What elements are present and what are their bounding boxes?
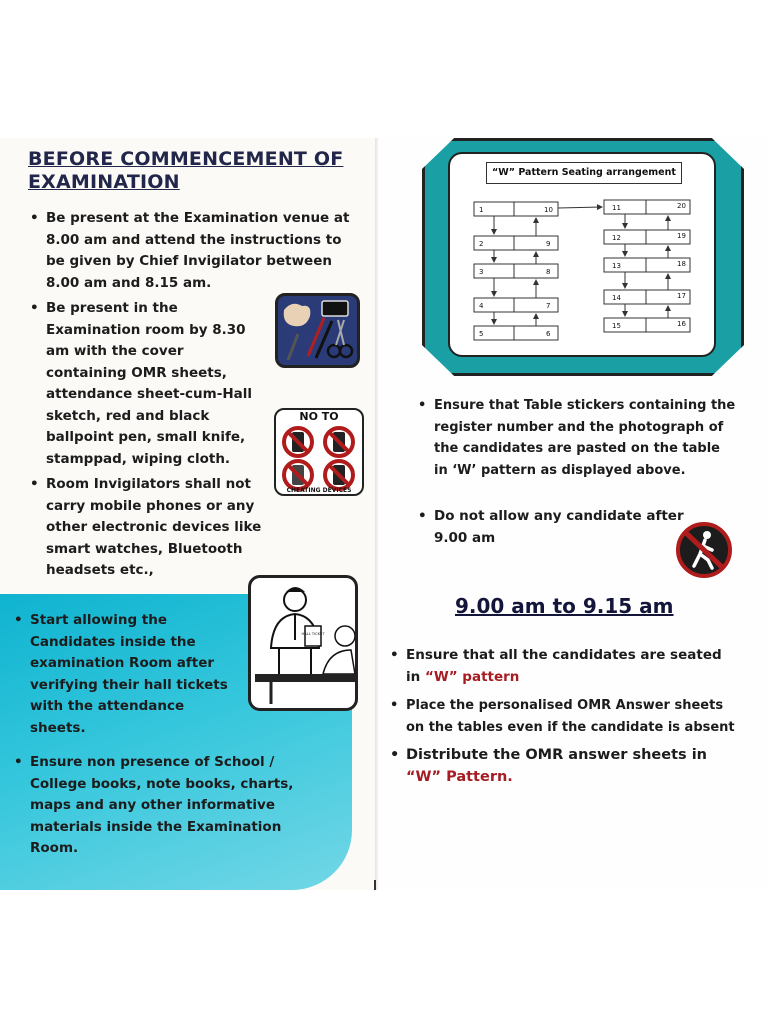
desk-12 xyxy=(604,230,646,244)
black-pen-icon xyxy=(316,321,332,358)
bullet-item: • Do not allow any candidate after 9.00 am xyxy=(418,506,718,549)
no-cheating-devices-sign xyxy=(274,408,364,496)
desk-7 xyxy=(514,298,558,312)
w-pattern-highlight: “W” pattern xyxy=(424,668,520,685)
stamppad-icon xyxy=(322,301,348,316)
seat-number: 2 xyxy=(479,240,484,248)
red-pen-icon xyxy=(308,318,324,356)
desk-8 xyxy=(514,264,558,278)
heading-line-1: BEFORE COMMENCEMENT OF xyxy=(28,148,344,170)
no-to-label: NO TO xyxy=(299,410,339,423)
desk-9 xyxy=(514,236,558,250)
bullet-item: • Be present at the Examination venue at 8.00 am and attend the instructions to be given by Chief Invigilator between 8.00 am and 8.15 am. xyxy=(30,208,360,294)
no-phone-icon xyxy=(325,428,353,456)
seat-number: 8 xyxy=(546,268,551,276)
w-pattern-diagram xyxy=(448,152,716,357)
bullet-item: • Be present in the Examination room by 8.30 am with the cover containing OMR sheets, attendance sheet-cum-Hall sketch, red and black ballpoint pen, small knife, stamppad, wiping cloth. xyxy=(30,298,260,470)
desk-icon xyxy=(255,674,355,682)
seat-number: 7 xyxy=(546,302,551,310)
knife-icon xyxy=(288,334,298,360)
student-head-icon xyxy=(335,626,355,646)
seat-number: 16 xyxy=(677,320,686,328)
invigilator-illustration xyxy=(248,575,358,711)
seating-title: “W” Pattern Seating arrangement xyxy=(486,162,682,184)
seat-number: 14 xyxy=(612,294,621,302)
section-heading xyxy=(28,148,343,194)
heading-line-2: EXAMINATION xyxy=(28,171,180,193)
hall-ticket-label: HALL TICKET xyxy=(301,632,325,636)
bullet-item xyxy=(390,745,740,788)
seat-number: 6 xyxy=(546,330,551,338)
teal-bullet-list-1 xyxy=(14,610,244,739)
seat-number: 19 xyxy=(677,232,686,240)
bullet-item: • Place the personalised OMR Answer sheets on the tables even if the candidate is absent xyxy=(390,695,740,738)
bullet-list-room xyxy=(30,298,260,470)
seat-number: 12 xyxy=(612,234,621,242)
seat-number: 13 xyxy=(612,262,621,270)
no-phone-icon xyxy=(284,428,312,456)
person-head-icon xyxy=(284,589,306,611)
time-heading: 9.00 am to 9.15 am xyxy=(455,594,674,618)
seat-number: 18 xyxy=(677,260,686,268)
desk-14 xyxy=(604,290,646,304)
seat-number: 11 xyxy=(612,204,621,212)
bullet-item: • Ensure that Table stickers containing the register number and the photograph of the candidates are pasted on the table in ‘W’ pattern as displayed above. xyxy=(418,395,738,481)
exam-kit-image xyxy=(275,293,360,368)
seat-number: 10 xyxy=(544,206,553,214)
bullet-item: • Ensure non presence of School / College books, note books, charts, maps and any other informative materials inside the Examination Room. xyxy=(14,752,294,860)
no-calculator-icon xyxy=(284,461,312,489)
bullet-text: Ensure that all the candidates are seated in xyxy=(406,647,722,685)
desk-15 xyxy=(604,318,646,332)
w-pattern-highlight: “W” Pattern. xyxy=(406,768,513,785)
cloth-icon xyxy=(284,304,311,327)
seat-number: 20 xyxy=(677,202,686,210)
seat-number: 15 xyxy=(612,322,621,330)
seat-number: 3 xyxy=(479,268,484,276)
bullet-list-venue xyxy=(30,208,360,294)
desk-11 xyxy=(604,200,646,214)
hall-ticket-icon xyxy=(305,626,321,646)
bullet-list-devices xyxy=(30,474,280,582)
desk-13 xyxy=(604,258,646,272)
cheating-devices-label: CHEATING DEVICES xyxy=(286,487,352,494)
no-entry-icon xyxy=(672,522,736,578)
teal-bullet-list-2 xyxy=(14,752,294,860)
bullet-item: • Room Invigilators shall not carry mobile phones or any other electronic devices like smart watches, Bluetooth headsets etc., xyxy=(30,474,280,582)
right-bullet-list-3 xyxy=(390,645,740,795)
right-bullet-list-1 xyxy=(418,395,738,481)
fold-mark xyxy=(374,880,376,890)
page-fold xyxy=(375,138,378,890)
seat-number: 4 xyxy=(479,302,484,310)
bullet-text: Distribute the OMR answer sheets in xyxy=(406,747,708,763)
desk-6 xyxy=(514,326,558,340)
seat-number: 5 xyxy=(479,330,484,338)
seat-number: 1 xyxy=(479,206,484,214)
no-device-icon xyxy=(325,461,353,489)
bullet-item xyxy=(390,645,740,688)
bullet-item: • Start allowing the Candidates inside the examination Room after verifying their hall tickets with the attendance sheets. xyxy=(14,610,244,739)
seat-number: 9 xyxy=(546,240,551,248)
seat-number: 17 xyxy=(677,292,686,300)
